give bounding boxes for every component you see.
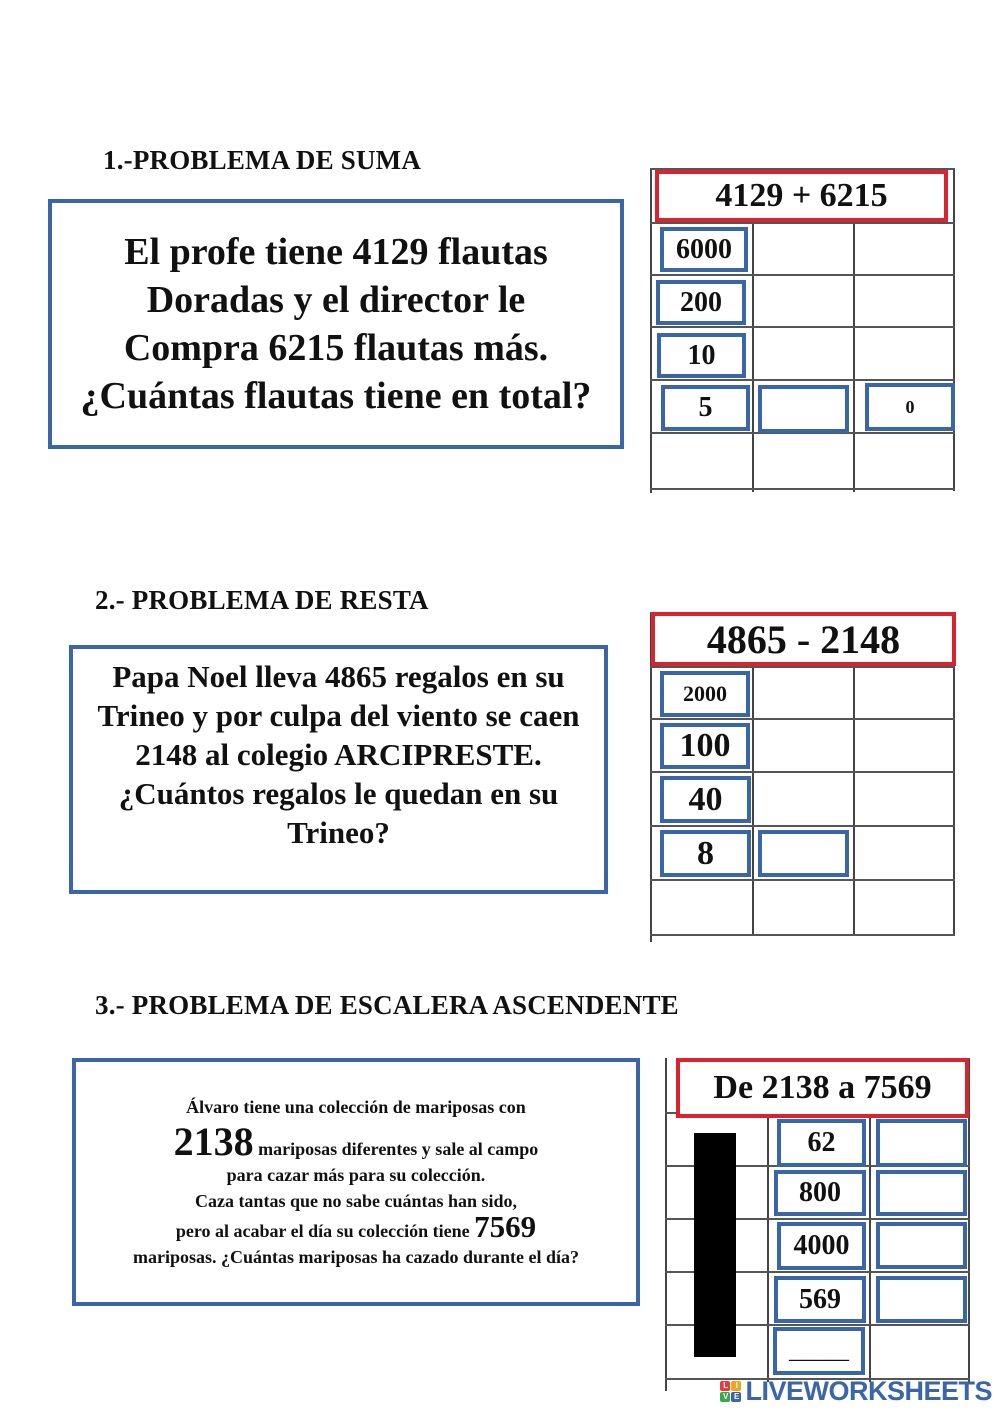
- problem3-total-input[interactable]: _____: [773, 1327, 865, 1375]
- problem2-cell-units[interactable]: 8: [660, 830, 751, 877]
- problem2-line: Trineo y por culpa del viento se caen: [97, 698, 580, 733]
- problem3-line: mariposas. ¿Cuántas mariposas ha cazado durante el día?: [132, 1247, 580, 1267]
- problem1-cell-tens[interactable]: 10: [657, 333, 746, 378]
- problem3-step-2[interactable]: 800: [774, 1170, 866, 1216]
- problem3-answer-input[interactable]: [876, 1222, 967, 1269]
- logo-icon: L I V E: [720, 1381, 741, 1402]
- problem2-cell-tens[interactable]: 40: [660, 776, 751, 823]
- problem1-statement-box: [48, 199, 624, 449]
- problem3-statement-box: [72, 1058, 640, 1306]
- problem1-line: El profe tiene 4129 flautas: [124, 231, 548, 273]
- problem3-end-number: 7569: [474, 1209, 537, 1244]
- problem2-line: ¿Cuántos regalos le quedan en su: [118, 776, 559, 811]
- problem3-step-1[interactable]: 62: [777, 1119, 866, 1167]
- logo-text: LIVEWORKSHEETS: [745, 1375, 992, 1406]
- problem3-line: para cazar más para su colección.: [226, 1165, 486, 1185]
- problem1-cell-hundreds[interactable]: 200: [656, 280, 746, 325]
- problem3-operation: De 2138 a 7569: [676, 1058, 969, 1118]
- problem3-start-number: 2138: [173, 1119, 254, 1164]
- black-bar: [694, 1133, 736, 1357]
- problem1-line: Compra 6215 flautas más.: [123, 327, 549, 369]
- problem2-line: 2148 al colegio ARCIPRESTE.: [135, 737, 542, 772]
- problem3-heading: 3.- PROBLEMA DE ESCALERA ASCENDENTE: [95, 990, 679, 1020]
- problem1-line: ¿Cuántas flautas tiene en total?: [80, 375, 592, 417]
- problem1-answer-input[interactable]: [758, 385, 849, 433]
- problem1-operation: 4129 + 6215: [655, 170, 948, 222]
- problem3-answer-input[interactable]: [876, 1170, 967, 1216]
- problem3-line: pero al acabar el día su colección tiene: [175, 1221, 470, 1241]
- problem3-step-3[interactable]: 4000: [777, 1222, 866, 1270]
- problem3-answer-input[interactable]: [876, 1119, 967, 1167]
- problem2-statement-box: [69, 645, 608, 894]
- problem1-heading: 1.-PROBLEMA DE SUMA: [103, 145, 422, 175]
- problem2-line: Trineo?: [287, 815, 390, 850]
- problem3-line: Álvaro tiene una colección de mariposas con: [186, 1097, 526, 1117]
- liveworksheets-logo: [720, 1375, 992, 1407]
- problem2-heading: 2.- PROBLEMA DE RESTA: [95, 585, 429, 615]
- problem3-line: mariposas diferentes y sale al campo: [258, 1139, 539, 1159]
- problem1-cell-thousands[interactable]: 6000: [660, 227, 748, 272]
- problem2-cell-thousands[interactable]: 2000: [660, 671, 750, 717]
- problem2-cell-hundreds[interactable]: 100: [660, 723, 750, 769]
- problem1-answer-input-2[interactable]: 0: [865, 383, 955, 431]
- problem3-line: Caza tantas que no sabe cuántas han sido,: [194, 1191, 518, 1211]
- problem1-cell-units[interactable]: 5: [661, 385, 750, 431]
- problem2-answer-input[interactable]: [758, 830, 849, 877]
- problem3-step-4[interactable]: 569: [774, 1276, 866, 1323]
- problem3-answer-input[interactable]: [876, 1276, 967, 1323]
- problem2-operation: 4865 - 2148: [651, 612, 956, 666]
- problem2-line: Papa Noel lleva 4865 regalos en su: [112, 659, 565, 694]
- problem1-line: Doradas y el director le: [146, 279, 526, 321]
